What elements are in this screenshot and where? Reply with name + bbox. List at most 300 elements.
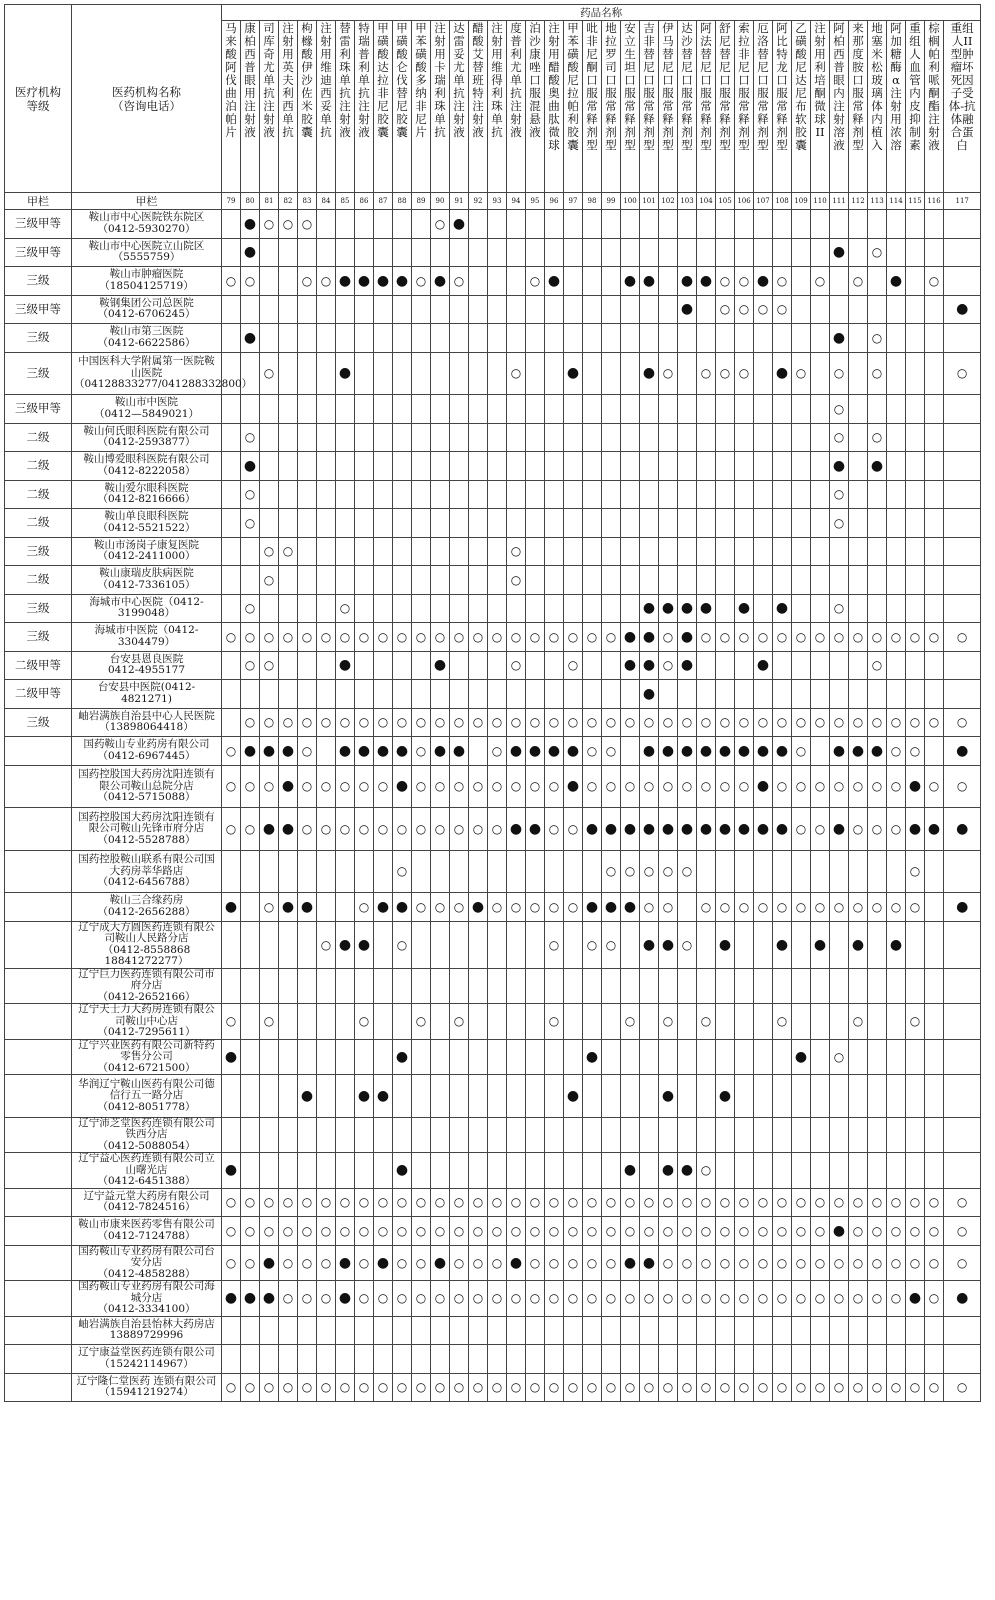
empty-cell bbox=[697, 1117, 716, 1153]
drug-number: 86 bbox=[355, 193, 374, 210]
empty-cell bbox=[488, 651, 507, 680]
empty-cell bbox=[697, 423, 716, 452]
drug-name: 马来酸阿伐曲泊帕片 bbox=[225, 21, 237, 139]
available-open-dot bbox=[716, 1217, 735, 1246]
empty-cell bbox=[887, 452, 906, 481]
available-open-dot bbox=[260, 1373, 279, 1402]
open-circle-icon: ○ bbox=[415, 743, 427, 758]
empty-cell bbox=[450, 1075, 469, 1118]
drug-name: 地拉罗司口服常释剂型 bbox=[605, 21, 617, 152]
open-circle-icon: ○ bbox=[757, 1255, 769, 1270]
empty-cell bbox=[469, 423, 488, 452]
empty-cell bbox=[906, 651, 925, 680]
available-filled-dot bbox=[393, 893, 412, 922]
empty-cell bbox=[374, 238, 393, 267]
empty-cell bbox=[450, 324, 469, 353]
empty-cell bbox=[507, 1039, 526, 1075]
open-circle-icon: ○ bbox=[643, 779, 655, 794]
open-circle-icon: ○ bbox=[738, 302, 750, 317]
empty-cell bbox=[279, 651, 298, 680]
empty-cell bbox=[773, 509, 792, 538]
open-circle-icon: ○ bbox=[282, 1255, 294, 1270]
open-circle-icon: ○ bbox=[833, 401, 845, 416]
open-circle-icon: ○ bbox=[738, 1223, 750, 1238]
available-open-dot bbox=[374, 623, 393, 652]
empty-cell bbox=[602, 295, 621, 324]
empty-cell bbox=[355, 295, 374, 324]
empty-cell bbox=[507, 1004, 526, 1040]
available-open-dot bbox=[906, 850, 925, 893]
open-circle-icon: ○ bbox=[339, 1380, 351, 1395]
empty-cell bbox=[811, 238, 830, 267]
empty-cell bbox=[355, 968, 374, 1004]
drug-column-header bbox=[431, 21, 450, 193]
empty-cell bbox=[811, 850, 830, 893]
empty-cell bbox=[336, 1004, 355, 1040]
empty-cell bbox=[507, 210, 526, 239]
open-circle-icon: ○ bbox=[605, 1195, 617, 1210]
drug-number: 101 bbox=[640, 193, 659, 210]
empty-cell bbox=[279, 968, 298, 1004]
empty-cell bbox=[450, 295, 469, 324]
empty-cell bbox=[317, 1004, 336, 1040]
empty-cell bbox=[925, 238, 944, 267]
drug-number: 87 bbox=[374, 193, 393, 210]
empty-cell bbox=[545, 395, 564, 424]
empty-cell bbox=[241, 680, 260, 709]
empty-cell bbox=[868, 295, 887, 324]
open-circle-icon: ○ bbox=[700, 715, 712, 730]
empty-cell bbox=[222, 238, 241, 267]
open-circle-icon: ○ bbox=[738, 1195, 750, 1210]
open-circle-icon: ○ bbox=[700, 1223, 712, 1238]
institution-row bbox=[5, 850, 981, 893]
empty-cell bbox=[507, 850, 526, 893]
empty-cell bbox=[469, 324, 488, 353]
available-open-dot bbox=[583, 1217, 602, 1246]
empty-cell bbox=[659, 395, 678, 424]
available-open-dot bbox=[260, 651, 279, 680]
drug-column-header bbox=[374, 21, 393, 193]
open-circle-icon: ○ bbox=[852, 1223, 864, 1238]
available-open-dot bbox=[507, 651, 526, 680]
empty-cell bbox=[621, 352, 640, 395]
available-open-dot bbox=[716, 765, 735, 808]
drug-number: 81 bbox=[260, 193, 279, 210]
open-circle-icon: ○ bbox=[662, 899, 674, 914]
open-circle-icon: ○ bbox=[795, 899, 807, 914]
open-circle-icon: ○ bbox=[491, 1380, 503, 1395]
empty-cell bbox=[545, 594, 564, 623]
empty-cell bbox=[583, 423, 602, 452]
empty-cell bbox=[678, 238, 697, 267]
empty-cell bbox=[222, 452, 241, 481]
drug-number: 99 bbox=[602, 193, 621, 210]
available-filled-dot bbox=[678, 295, 697, 324]
available-open-dot bbox=[792, 1281, 811, 1317]
filled-circle-icon: ● bbox=[851, 936, 865, 953]
available-filled-dot bbox=[355, 921, 374, 968]
empty-cell bbox=[906, 295, 925, 324]
filled-circle-icon: ● bbox=[604, 898, 618, 915]
available-open-dot bbox=[678, 1217, 697, 1246]
available-open-dot bbox=[659, 1188, 678, 1217]
open-circle-icon: ○ bbox=[795, 821, 807, 836]
available-open-dot bbox=[792, 893, 811, 922]
open-circle-icon: ○ bbox=[757, 302, 769, 317]
empty-cell bbox=[412, 1345, 431, 1374]
filled-circle-icon: ● bbox=[680, 820, 694, 837]
available-filled-dot bbox=[279, 808, 298, 851]
empty-cell bbox=[298, 537, 317, 566]
open-circle-icon: ○ bbox=[510, 544, 522, 559]
institution-level bbox=[5, 765, 72, 808]
open-circle-icon: ○ bbox=[301, 1380, 313, 1395]
empty-cell bbox=[735, 537, 754, 566]
institution-name: 鞍山何氏眼科医院有限公司 （0412-2593877） bbox=[72, 423, 222, 452]
available-open-dot bbox=[868, 1217, 887, 1246]
filled-circle-icon: ● bbox=[889, 936, 903, 953]
available-open-dot bbox=[773, 623, 792, 652]
institution-name: 岫岩满族自治县怡林大药房店13889729996 bbox=[72, 1316, 222, 1345]
available-open-dot bbox=[906, 708, 925, 737]
empty-cell bbox=[830, 968, 849, 1004]
empty-cell bbox=[944, 1004, 981, 1040]
available-filled-dot bbox=[279, 893, 298, 922]
empty-cell bbox=[602, 210, 621, 239]
open-circle-icon: ○ bbox=[586, 743, 598, 758]
open-circle-icon: ○ bbox=[890, 1195, 902, 1210]
available-open-dot bbox=[906, 1217, 925, 1246]
empty-cell bbox=[279, 480, 298, 509]
empty-cell bbox=[906, 594, 925, 623]
available-filled-dot bbox=[241, 210, 260, 239]
empty-cell bbox=[336, 452, 355, 481]
empty-cell bbox=[583, 324, 602, 353]
empty-cell bbox=[564, 537, 583, 566]
drug-number: 102 bbox=[659, 193, 678, 210]
filled-circle-icon: ● bbox=[642, 685, 656, 702]
empty-cell bbox=[526, 352, 545, 395]
empty-cell bbox=[659, 509, 678, 538]
available-open-dot bbox=[374, 765, 393, 808]
available-filled-dot bbox=[450, 737, 469, 766]
available-open-dot bbox=[374, 1217, 393, 1246]
drug-number: 104 bbox=[697, 193, 716, 210]
empty-cell bbox=[868, 267, 887, 296]
available-open-dot bbox=[393, 850, 412, 893]
open-circle-icon: ○ bbox=[301, 779, 313, 794]
filled-circle-icon: ● bbox=[661, 742, 675, 759]
empty-cell bbox=[431, 566, 450, 595]
empty-cell bbox=[621, 680, 640, 709]
empty-cell bbox=[868, 395, 887, 424]
open-circle-icon: ○ bbox=[434, 629, 446, 644]
empty-cell bbox=[450, 651, 469, 680]
institution-level: 三级 bbox=[5, 708, 72, 737]
available-open-dot bbox=[298, 1188, 317, 1217]
empty-cell bbox=[393, 594, 412, 623]
empty-cell bbox=[659, 295, 678, 324]
empty-cell bbox=[241, 1004, 260, 1040]
filled-circle-icon: ● bbox=[509, 820, 523, 837]
filled-circle-icon: ● bbox=[281, 820, 295, 837]
empty-cell bbox=[602, 680, 621, 709]
filled-circle-icon: ● bbox=[956, 742, 969, 759]
drug-availability-table bbox=[4, 4, 981, 1402]
institution-row bbox=[5, 765, 981, 808]
empty-cell bbox=[545, 651, 564, 680]
institution-name: 国药鞍山专业药房有限公司海城分店 （0412-3334100） bbox=[72, 1281, 222, 1317]
filled-circle-icon: ● bbox=[243, 1290, 257, 1307]
available-open-dot bbox=[412, 1281, 431, 1317]
institution-name: 鞍山市中心医院铁东院区 （0412-5930270） bbox=[72, 210, 222, 239]
empty-cell bbox=[716, 1153, 735, 1189]
empty-cell bbox=[944, 1075, 981, 1118]
empty-cell bbox=[792, 324, 811, 353]
empty-cell bbox=[469, 1153, 488, 1189]
open-circle-icon: ○ bbox=[415, 821, 427, 836]
empty-cell bbox=[374, 480, 393, 509]
empty-cell bbox=[488, 452, 507, 481]
open-circle-icon: ○ bbox=[510, 658, 522, 673]
filled-circle-icon: ● bbox=[642, 628, 656, 645]
empty-cell bbox=[526, 452, 545, 481]
open-circle-icon: ○ bbox=[757, 1223, 769, 1238]
empty-cell bbox=[526, 238, 545, 267]
empty-cell bbox=[602, 324, 621, 353]
empty-cell bbox=[830, 267, 849, 296]
available-open-dot bbox=[298, 267, 317, 296]
available-open-dot bbox=[488, 737, 507, 766]
empty-cell bbox=[298, 651, 317, 680]
available-open-dot bbox=[241, 1245, 260, 1281]
empty-cell bbox=[355, 1153, 374, 1189]
institution-level bbox=[5, 1004, 72, 1040]
available-filled-dot bbox=[336, 267, 355, 296]
open-circle-icon: ○ bbox=[662, 1014, 674, 1029]
available-open-dot bbox=[697, 1217, 716, 1246]
available-open-dot bbox=[564, 808, 583, 851]
open-circle-icon: ○ bbox=[263, 1195, 275, 1210]
institution-row bbox=[5, 1075, 981, 1118]
open-circle-icon: ○ bbox=[548, 1223, 560, 1238]
available-filled-dot bbox=[697, 808, 716, 851]
empty-cell bbox=[868, 1117, 887, 1153]
empty-cell bbox=[906, 395, 925, 424]
available-filled-dot bbox=[298, 893, 317, 922]
open-circle-icon: ○ bbox=[662, 366, 674, 381]
empty-cell bbox=[621, 238, 640, 267]
open-circle-icon: ○ bbox=[928, 273, 940, 288]
open-circle-icon: ○ bbox=[415, 629, 427, 644]
open-circle-icon: ○ bbox=[282, 544, 294, 559]
open-circle-icon: ○ bbox=[225, 1380, 237, 1395]
available-filled-dot bbox=[374, 1245, 393, 1281]
empty-cell bbox=[507, 395, 526, 424]
available-open-dot bbox=[317, 1217, 336, 1246]
filled-circle-icon: ● bbox=[376, 1254, 390, 1271]
empty-cell bbox=[336, 395, 355, 424]
institution-name: 鞍山博爱眼科医院有限公司 （0412-8222058） bbox=[72, 452, 222, 481]
empty-cell bbox=[222, 210, 241, 239]
empty-cell bbox=[925, 295, 944, 324]
open-circle-icon: ○ bbox=[928, 629, 940, 644]
available-filled-dot bbox=[602, 893, 621, 922]
open-circle-icon: ○ bbox=[548, 1255, 560, 1270]
empty-cell bbox=[431, 238, 450, 267]
available-filled-dot bbox=[222, 1039, 241, 1075]
empty-cell bbox=[412, 1153, 431, 1189]
empty-cell bbox=[944, 452, 981, 481]
available-open-dot bbox=[830, 594, 849, 623]
filled-circle-icon: ● bbox=[338, 936, 352, 953]
empty-cell bbox=[431, 594, 450, 623]
empty-cell bbox=[659, 480, 678, 509]
empty-cell bbox=[450, 594, 469, 623]
empty-cell bbox=[925, 537, 944, 566]
empty-cell bbox=[602, 480, 621, 509]
available-open-dot bbox=[811, 623, 830, 652]
institution-name: 台安县恩良医院 0412-4955177 bbox=[72, 651, 222, 680]
open-circle-icon: ○ bbox=[434, 899, 446, 914]
empty-cell bbox=[849, 210, 868, 239]
empty-cell bbox=[944, 423, 981, 452]
available-open-dot bbox=[355, 1217, 374, 1246]
open-circle-icon: ○ bbox=[700, 1195, 712, 1210]
open-circle-icon: ○ bbox=[339, 821, 351, 836]
available-open-dot bbox=[906, 1245, 925, 1281]
available-open-dot bbox=[754, 708, 773, 737]
filled-circle-icon: ● bbox=[623, 820, 637, 837]
empty-cell bbox=[697, 509, 716, 538]
filled-circle-icon: ● bbox=[623, 1162, 637, 1179]
available-open-dot bbox=[830, 1245, 849, 1281]
available-open-dot bbox=[792, 765, 811, 808]
drug-column-header bbox=[697, 21, 716, 193]
empty-cell bbox=[336, 893, 355, 922]
open-circle-icon: ○ bbox=[738, 629, 750, 644]
empty-cell bbox=[279, 566, 298, 595]
open-circle-icon: ○ bbox=[795, 1255, 807, 1270]
filled-circle-icon: ● bbox=[262, 742, 276, 759]
available-open-dot bbox=[564, 623, 583, 652]
empty-cell bbox=[849, 968, 868, 1004]
available-open-dot bbox=[431, 765, 450, 808]
institution-row bbox=[5, 423, 981, 452]
available-filled-dot bbox=[621, 623, 640, 652]
open-circle-icon: ○ bbox=[871, 779, 883, 794]
empty-cell bbox=[393, 423, 412, 452]
available-open-dot bbox=[868, 423, 887, 452]
filled-circle-icon: ● bbox=[718, 936, 732, 953]
empty-cell bbox=[260, 238, 279, 267]
name-column-label: 甲栏 bbox=[72, 193, 222, 210]
drug-column-header bbox=[393, 21, 412, 193]
empty-cell bbox=[716, 1004, 735, 1040]
drug-name: 舒尼替尼口服常释剂型 bbox=[719, 21, 731, 152]
available-open-dot bbox=[773, 765, 792, 808]
empty-cell bbox=[868, 1345, 887, 1374]
empty-cell bbox=[773, 566, 792, 595]
available-open-dot bbox=[773, 295, 792, 324]
empty-cell bbox=[412, 566, 431, 595]
available-open-dot bbox=[412, 893, 431, 922]
empty-cell bbox=[298, 921, 317, 968]
institution-row bbox=[5, 324, 981, 353]
available-open-dot bbox=[830, 423, 849, 452]
empty-cell bbox=[431, 1345, 450, 1374]
empty-cell bbox=[925, 1345, 944, 1374]
open-circle-icon: ○ bbox=[871, 366, 883, 381]
institution-level bbox=[5, 1075, 72, 1118]
open-circle-icon: ○ bbox=[852, 779, 864, 794]
empty-cell bbox=[849, 1153, 868, 1189]
empty-cell bbox=[659, 267, 678, 296]
drug-name: 醋酸艾替班特注射液 bbox=[472, 21, 484, 139]
drug-name: 达沙替尼口服常释剂型 bbox=[681, 21, 693, 152]
available-open-dot bbox=[925, 1373, 944, 1402]
institution-level: 二级 bbox=[5, 423, 72, 452]
drug-name: 枸橼酸伊沙佐米胶囊 bbox=[301, 21, 313, 139]
available-open-dot bbox=[450, 1281, 469, 1317]
empty-cell bbox=[564, 680, 583, 709]
empty-cell bbox=[887, 238, 906, 267]
available-open-dot bbox=[830, 395, 849, 424]
available-open-dot bbox=[507, 765, 526, 808]
empty-cell bbox=[431, 1075, 450, 1118]
available-open-dot bbox=[830, 893, 849, 922]
open-circle-icon: ○ bbox=[605, 1223, 617, 1238]
empty-cell bbox=[469, 850, 488, 893]
empty-cell bbox=[298, 1345, 317, 1374]
open-circle-icon: ○ bbox=[263, 715, 275, 730]
empty-cell bbox=[583, 238, 602, 267]
available-open-dot bbox=[317, 623, 336, 652]
open-circle-icon: ○ bbox=[738, 366, 750, 381]
filled-circle-icon: ● bbox=[452, 742, 466, 759]
institution-level: 三级 bbox=[5, 623, 72, 652]
empty-cell bbox=[336, 680, 355, 709]
open-circle-icon: ○ bbox=[871, 1255, 883, 1270]
open-circle-icon: ○ bbox=[491, 629, 503, 644]
available-open-dot bbox=[773, 1004, 792, 1040]
empty-cell bbox=[355, 1345, 374, 1374]
available-filled-dot bbox=[640, 623, 659, 652]
empty-cell bbox=[222, 1075, 241, 1118]
filled-circle-icon: ● bbox=[338, 1290, 352, 1307]
drug-column-header bbox=[336, 21, 355, 193]
available-open-dot bbox=[849, 623, 868, 652]
empty-cell bbox=[659, 1117, 678, 1153]
empty-cell bbox=[659, 423, 678, 452]
available-filled-dot bbox=[336, 1245, 355, 1281]
drug-number: 95 bbox=[526, 193, 545, 210]
empty-cell bbox=[450, 352, 469, 395]
empty-cell bbox=[583, 680, 602, 709]
empty-cell bbox=[469, 295, 488, 324]
institution-name: 鞍山市汤岗子康复医院 （0412-2411000） bbox=[72, 537, 222, 566]
open-circle-icon: ○ bbox=[757, 1291, 769, 1306]
open-circle-icon: ○ bbox=[510, 629, 522, 644]
available-open-dot bbox=[697, 1004, 716, 1040]
available-open-dot bbox=[849, 765, 868, 808]
empty-cell bbox=[336, 1039, 355, 1075]
empty-cell bbox=[944, 537, 981, 566]
institution-name: 辽宁天士力大药房连锁有限公司鞍山中心店 （0412-7295611） bbox=[72, 1004, 222, 1040]
filled-circle-icon: ● bbox=[661, 936, 675, 953]
available-filled-dot bbox=[241, 452, 260, 481]
